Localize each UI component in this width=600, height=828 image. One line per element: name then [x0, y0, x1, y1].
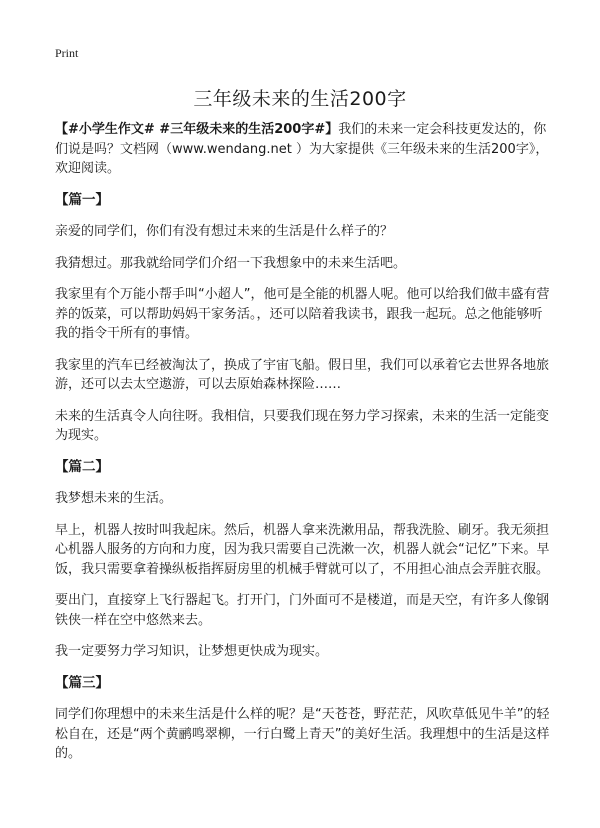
- article-body: [55, 120, 551, 776]
- paragraph: 我梦想未来的生活。: [55, 491, 173, 506]
- section-heading: 【篇一】: [55, 191, 109, 208]
- paragraph: 我猜想过。那我就给同学们介绍一下我想象中的未来生活吧。: [55, 255, 407, 271]
- intro-tag: 【#小学生作文# #三年级未来的生活200字#】: [55, 122, 339, 137]
- paragraph: 我一定要努力学习知识，让梦想更快成为现实。: [55, 644, 329, 659]
- section-heading: 【篇二】: [55, 458, 109, 475]
- paragraph: 未来的生活真令人向往呀。我相信，只要我们现在努力学习探索，未来的生活一定能变为现实。: [55, 408, 550, 443]
- intro-paragraph: [55, 120, 551, 179]
- section-heading: 【篇三】: [55, 674, 109, 691]
- paragraph: 亲爱的同学们，你们有没有想过未来的生活是什么样子的？: [55, 224, 394, 239]
- paragraph: 我家里有个万能小帮手叫“小超人”，他可是全能的机器人呢。他可以给我们做丰盛有营养的饭菜，可以帮助妈妈干家务活。，还可以陪着我读书，跟我一起玩。总之他能够听我的指令干所有的事情。: [55, 287, 550, 341]
- paragraph: 我家里的汽车已经被淘汰了，换成了宇宙飞船。假日里，我们可以承着它去世界各地旅游，还可以去太空遨游，可以去原始森林探险……: [55, 357, 550, 392]
- paragraph: 早上，机器人按时叫我起床。然后，机器人拿来洗漱用品，帮我洗脸、刷牙。我无须担心机器人服务的方向和力度，因为我只需要自己洗漱一次，机器人就会“记忆”下来。早饭，我只需要拿着操纵板指挥厨房里的机械手臂就可以了，不用担心油点会弄脏衣服。: [55, 522, 550, 577]
- print-link[interactable]: Print: [55, 46, 79, 60]
- paragraph: 要出门，直接穿上飞行器起飞。打开门，门外面可不是楼道，而是天空，有许多人像钢铁侠一样在空中悠然来去。: [55, 593, 550, 628]
- document-title: 三年级未来的生活200字: [193, 88, 407, 110]
- intro-text: 我们的未来一定会科技更发达的，你们说是吗？文档网（www.wendang.net ）为大家提供《三年级未来的生活200字》，欢迎阅读。: [55, 122, 549, 176]
- paragraph: 同学们你理想中的未来生活是什么样的呢？是“天苍苍，野茫茫，风吹草低见牛羊”的轻松自在，还是“两个黄鹂鸣翠柳，一行白鹭上青天”的美好生活。我理想中的生活是这样的。: [55, 707, 550, 761]
- section-2: [55, 458, 551, 662]
- section-1: [55, 191, 551, 446]
- section-3: [55, 674, 551, 764]
